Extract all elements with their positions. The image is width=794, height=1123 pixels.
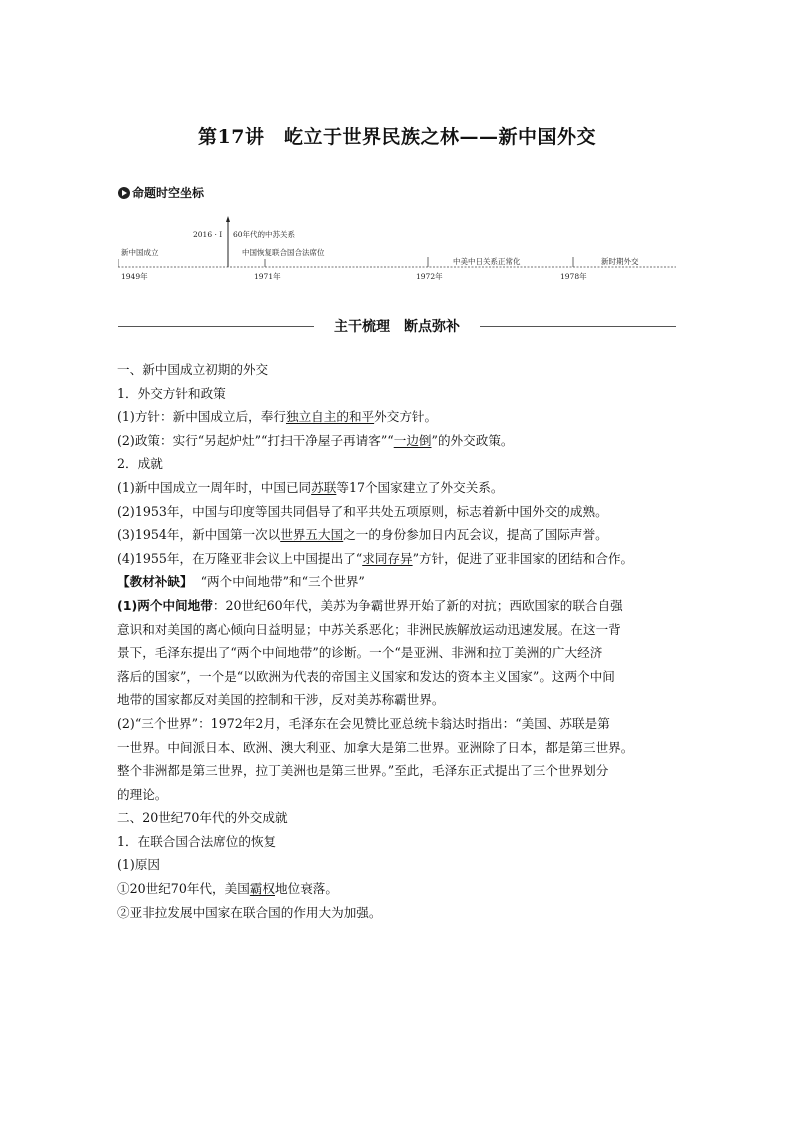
subheading: 2．成就 [117,456,163,472]
timeline-marker: 2016 · Ⅰ [193,230,223,239]
paragraph-line: 落后的国家”，一个是“以欧洲为代表的帝国主义国家和发达的资本主义国家”。这两个中间 [117,668,615,684]
fill-blank: 独立自主的和平 [285,409,375,425]
section-label [118,184,204,201]
paragraph-line: 景下，毛泽东提出了“两个中间地带”的诊断。一个“是亚洲、非洲和拉丁美洲的广大经济 [117,645,603,661]
paragraph-line: (2)“三个世界”：1972年2月，毛泽东在会见赞比亚总统卡翁达时指出：“美国、苏联是第 [117,715,610,731]
paragraph-line: (1)两个中间地带：20世纪60年代，美苏为争霸世界开始了新的对抗；西欧国家的联合自强 [117,597,623,613]
paragraph-line: 整个非洲都是第三世界，拉丁美洲也是第三世界。”至此，毛泽东正式提出了三个世界划分 [117,763,609,779]
paragraph-line: ②亚非拉发展中国家在联合国的作用大为加强。 [117,904,382,920]
paragraph-line: (2)1953年，中国与印度等国共同倡导了和平共处五项原则，标志着新中国外交的成熟。 [117,503,608,519]
supplement-heading [117,570,679,594]
paragraph-line: ①20世纪70年代，美国霸权地位衰落。 [117,881,338,897]
timeline [118,214,678,286]
timeline-event: 中国恢复联合国合法席位 [242,248,325,257]
paragraph-line: (1)方针：新中国成立后，奉行独立自主的和平外交方针。 [117,409,438,425]
paragraph-line: 意识和对美国的离心倾向日益明显；中苏关系恶化；非洲民族解放运动迅速发展。在这一背 [117,621,621,637]
heading-part2: 二、20世纪70年代的外交成就 [117,810,288,826]
timeline-event: 新中国成立 [121,248,159,257]
timeline-event: 新时期外交 [601,257,639,266]
supplement-title: “两个中间地带”和“三个世界” [200,574,365,590]
timeline-marker-note: 60年代的中苏关系 [233,230,296,239]
paragraph-line: 地带的国家都反对美国的控制和干涉，反对美苏称霸世界。 [117,692,445,708]
paragraph-line: (2)政策：实行“另起炉灶”“打扫干净屋子再请客”“一边倒”的外交政策。 [117,432,514,448]
fill-blank: 世界五大国 [280,527,344,543]
heading-part1: 一、新中国成立初期的外交 [117,362,269,377]
paragraph-line: (4)1955年，在万隆亚非会议上中国提出了“求同存异”方针，促进了亚非国家的团结和合作。 [117,550,634,566]
main-content [117,358,679,924]
paragraph-line: (1)新中国成立一周年时，中国已同苏联等17个国家建立了外交关系。 [117,479,504,495]
supplement-tag: 【教材补缺】 [117,574,193,590]
section-label-text: 命题时空坐标 [132,186,205,200]
divider-right [480,326,676,327]
fill-blank: 苏联 [311,479,337,495]
subheading: 1．在联合国合法席位的恢复 [117,833,277,849]
timeline-year: 1949年 [121,272,148,281]
paragraph-line: (1)原因 [117,857,161,873]
fill-blank: 一边倒 [393,432,432,448]
subheading: 1．外交方针和政策 [117,385,226,401]
timeline-event: 中美中日关系正常化 [453,257,521,266]
play-circle-icon [118,187,130,199]
page-title: 第17讲 屹立于世界民族之林——新中国外交 [198,126,596,148]
fill-blank: 求同存异 [362,550,413,566]
timeline-year: 1972年 [416,272,443,281]
paragraph-line: (3)1954年，新中国第一次以世界五大国之一的身份参加日内瓦会议，提高了国际声誉。 [117,527,608,543]
timeline-year: 1971年 [254,272,281,281]
timeline-year: 1978年 [560,272,587,281]
paragraph-line: 的理论。 [117,786,168,802]
fill-blank: 霸权 [249,881,275,897]
paragraph-line: 一世界。中间派日本、欧洲、澳大利亚、加拿大是第二世界。亚洲除了日本，都是第三世界。 [117,739,634,755]
term-lead: (1)两个中间地带 [117,597,213,613]
timeline-arrow [226,216,230,222]
section-header: 主干梳理 断点弥补 [334,319,460,335]
